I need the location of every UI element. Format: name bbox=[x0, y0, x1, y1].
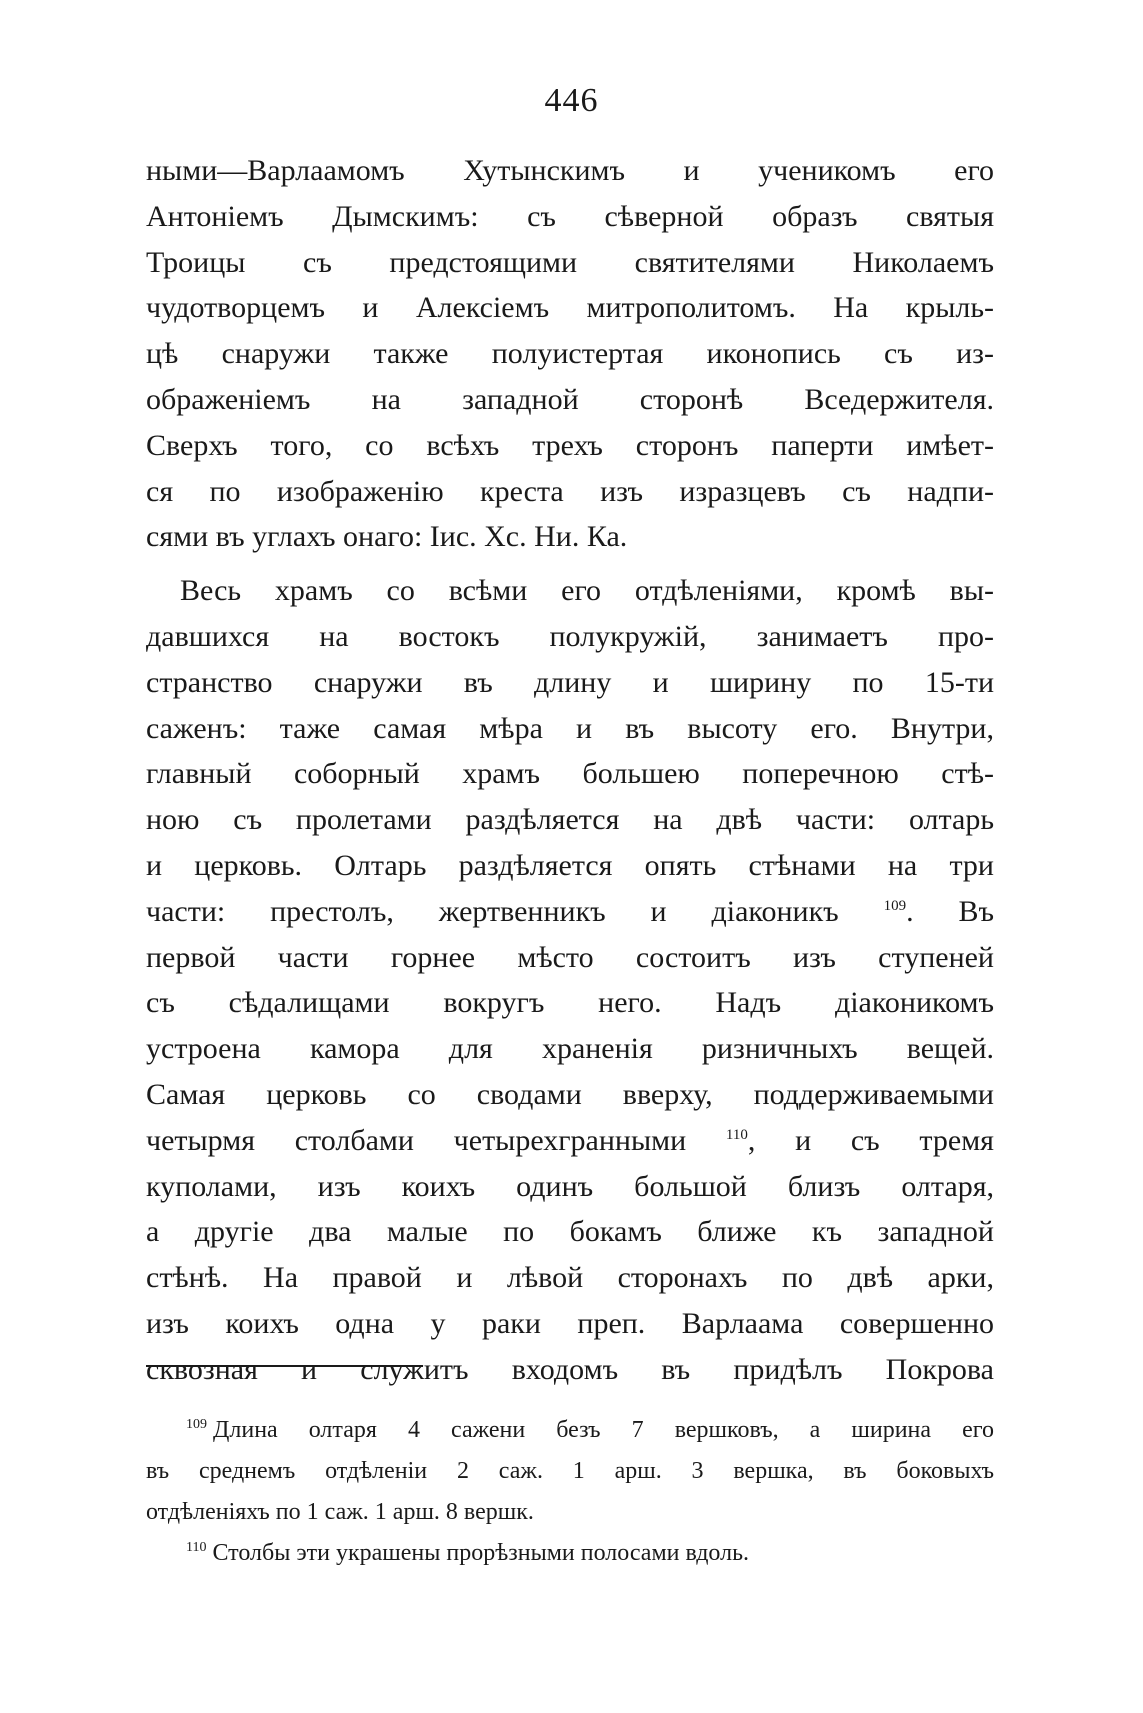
text-line: и церковь. Олтарь раздѣляется опять стѣнами на три bbox=[146, 848, 994, 882]
text-line: цѣ снаружи также полуистертая иконопись съ из- bbox=[146, 337, 994, 371]
text-line: Антоніемъ Дымскимъ: съ сѣверной образъ святыя bbox=[146, 199, 994, 233]
text-line: саженъ: таже самая мѣра и въ высоту его. Внутри, bbox=[146, 711, 994, 745]
footnote-line bbox=[146, 1533, 994, 1574]
text-line: сквозная и служитъ входомъ въ придѣлъ Покрова bbox=[146, 1352, 994, 1386]
footnote-line bbox=[146, 1451, 994, 1492]
footnote-text: въ среднемъ отдѣленіи 2 саж. 1 арш. 3 вершка, въ боковыхъ bbox=[146, 1458, 994, 1484]
text-segment: . Въ bbox=[906, 894, 994, 928]
footnote-text: Длина олтаря 4 сажени безъ 7 вершковъ, а ширина его bbox=[213, 1417, 994, 1443]
text-line: ными—Варлаамомъ Хутынскимъ и ученикомъ его bbox=[146, 154, 994, 187]
text-line: чудотворцемъ и Алексіемъ митрополитомъ. На крыль- bbox=[146, 291, 994, 325]
text-line: а другіе два малые по бокамъ ближе къ западной bbox=[146, 1215, 994, 1249]
footnote-mark: 109 bbox=[186, 1417, 207, 1432]
text-segment: четырмя столбами четырехгранными bbox=[146, 1123, 726, 1157]
paragraph-gap bbox=[146, 560, 994, 568]
text-line: изъ коихъ одна у раки преп. Варлаама совершенно bbox=[146, 1306, 994, 1340]
text-line: ною съ пролетами раздѣляется на двѣ части: олтарь bbox=[146, 803, 994, 837]
text-line: ся по изображенію креста изъ изразцевъ съ надпи- bbox=[146, 474, 994, 508]
footnote-mark: 110 bbox=[186, 1540, 207, 1555]
text-line: стѣнѣ. На правой и лѣвой сторонахъ по двѣ арки, bbox=[146, 1261, 994, 1295]
footnote-text: Столбы эти украшены прорѣзными полосами вдоль. bbox=[212, 1540, 750, 1566]
text-line: Троицы съ предстоящими святителями Николаемъ bbox=[146, 245, 994, 279]
footnote-line bbox=[146, 1410, 994, 1451]
text-line: давшихся на востокъ полукружій, занимаетъ про- bbox=[146, 619, 994, 653]
text-line: съ сѣдалищами вокругъ него. Надъ діаконикомъ bbox=[146, 986, 994, 1020]
footnote-reference: 109 bbox=[883, 897, 907, 914]
text-line: первой части горнее мѣсто состоитъ изъ ступеней bbox=[146, 940, 994, 974]
text-line: устроена камора для храненія ризничныхъ вещей. bbox=[146, 1032, 994, 1066]
text-line: куполами, изъ коихъ одинъ большой близъ олтаря, bbox=[146, 1169, 994, 1203]
body-text bbox=[146, 148, 994, 1393]
text-line: Сверхъ того, со всѣхъ трехъ сторонъ паперти имѣет- bbox=[146, 428, 994, 462]
text-line: Самая церковь со сводами вверху, поддерживаемыми bbox=[146, 1077, 994, 1111]
footnote-text: отдѣленіяхъ по 1 саж. 1 арш. 8 вершк. bbox=[146, 1499, 534, 1525]
text-segment: , и съ тремя bbox=[747, 1123, 994, 1157]
footnote-line bbox=[146, 1492, 994, 1533]
text-segment: части: престолъ, жертвенникъ и діаконикъ bbox=[146, 894, 884, 928]
footnotes bbox=[146, 1410, 994, 1574]
text-line: главный соборный храмъ большею поперечною стѣ- bbox=[146, 757, 994, 791]
text-line: сями въ углахъ онаго: Іис. Хс. Ни. Ка. bbox=[146, 520, 628, 554]
text-line bbox=[146, 1118, 994, 1164]
footnote-separator bbox=[146, 1365, 423, 1367]
footnote-reference: 110 bbox=[725, 1126, 748, 1143]
text-line: Весь храмъ со всѣми его отдѣленіями, кромѣ вы- bbox=[180, 574, 994, 608]
text-line: странство снаружи въ длину и ширину по 15-ти bbox=[146, 665, 994, 699]
text-line: ображеніемъ на западной сторонѣ Вседержителя. bbox=[146, 382, 994, 416]
page-number: 446 bbox=[544, 82, 599, 119]
text-line bbox=[146, 889, 994, 935]
